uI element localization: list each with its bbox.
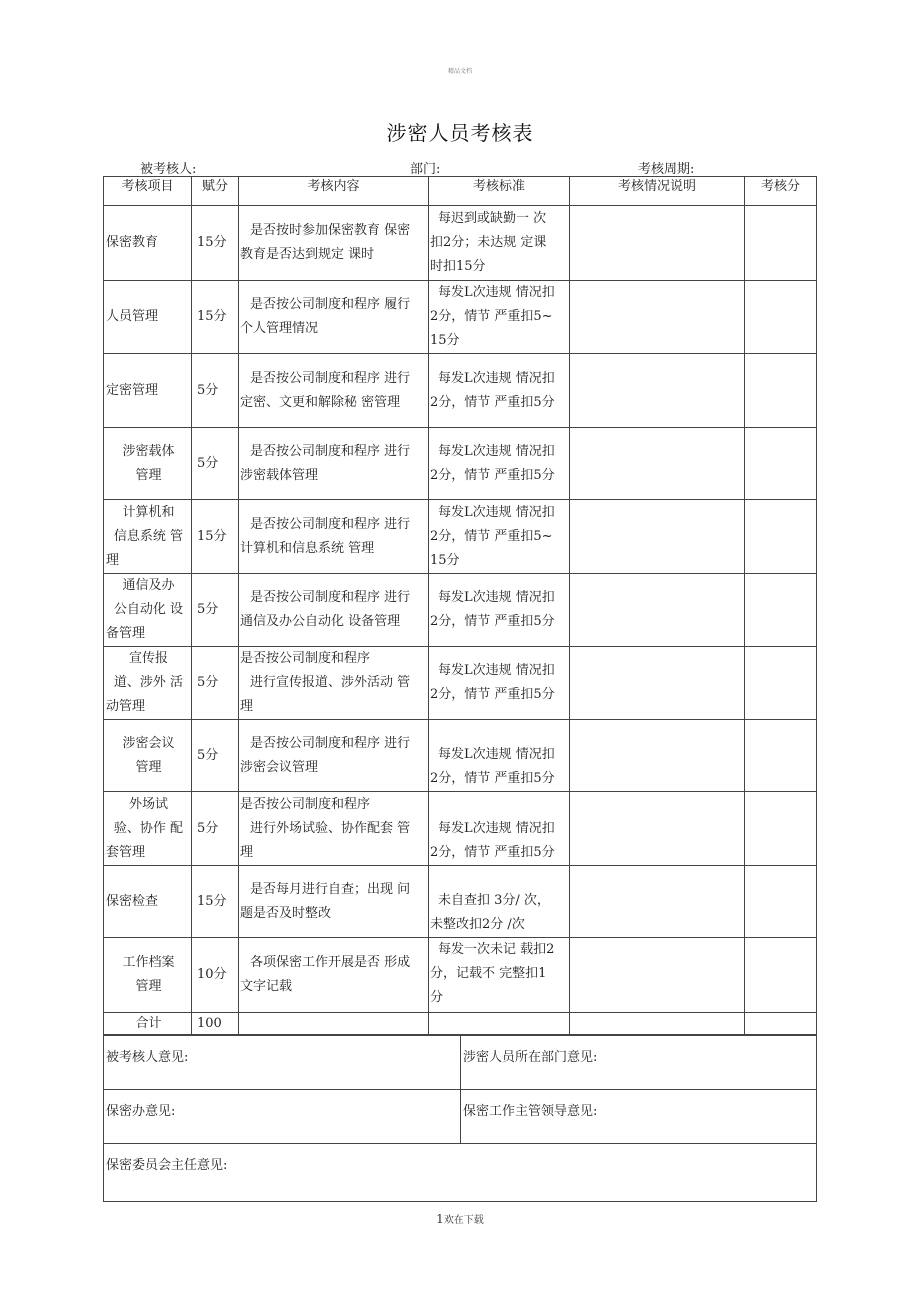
table-row [104,938,817,1013]
score-cell: 5分 [192,354,239,428]
result-score-input-cell[interactable] [745,281,817,354]
item-cell: 涉密会议 管理 [104,720,192,792]
score-cell: 15分 [192,206,239,281]
leader-opinion-field[interactable] [461,1090,817,1144]
office-opinion-field[interactable] [104,1090,461,1144]
opinions-row [104,1144,817,1202]
total-standard-cell [429,1013,570,1035]
content-cell: 是否按公司制度和程序 进行宣传报道、涉外活动 管 理 [239,647,429,720]
description-input-cell[interactable] [570,281,745,354]
table-row [104,500,817,574]
score-cell: 5分 [192,574,239,647]
committee-opinion-label: 保密委员会主任意见: [106,1158,228,1173]
result-score-input-cell[interactable] [745,574,817,647]
content-cell: 各项保密工作开展是否 形成 文字记载 [239,938,429,1013]
score-cell: 15分 [192,866,239,938]
item-cell: 工作档案 管理 [104,938,192,1013]
total-description-cell[interactable] [570,1013,745,1035]
content-cell: 是否按公司制度和程序 进行 通信及办公自动化 设备管理 [239,574,429,647]
content-cell: 是否按公司制度和程序 进行 定密、文更和解除秘 密管理 [239,354,429,428]
result-score-input-cell[interactable] [745,354,817,428]
item-cell: 人员管理 [104,281,192,354]
leader-opinion-label: 保密工作主管领导意见: [463,1104,598,1119]
committee-opinion-field[interactable] [104,1144,817,1202]
result-score-input-cell[interactable] [745,500,817,574]
score-cell: 15分 [192,500,239,574]
description-input-cell[interactable] [570,866,745,938]
score-cell: 5分 [192,720,239,792]
office-opinion-label: 保密办意见: [106,1104,176,1119]
table-header-row [104,177,817,206]
standard-cell: 每迟到或缺勤一 次 扣2分；未达规 定课 时扣15分 [429,206,570,281]
department-label: 部门: [410,162,441,177]
table-row [104,428,817,500]
standard-cell: 每发L次违规 情况扣 2分，情节 严重扣5分 [429,792,570,866]
opinions-row [104,1036,817,1090]
description-input-cell[interactable] [570,938,745,1013]
content-cell: 是否按公司制度和程序 进行外场试验、协作配套 管 理 [239,792,429,866]
result-score-input-cell[interactable] [745,792,817,866]
score-cell: 15分 [192,281,239,354]
watermark-text: 精品文档 [447,68,472,75]
table-row [104,206,817,281]
examinee-opinion-field[interactable] [104,1036,461,1090]
item-cell: 外场试 验、协作 配 套管理 [104,792,192,866]
standard-cell: 每发L次违规 情况扣 2分，情节 严重扣5分 [429,428,570,500]
assessment-form [103,176,816,1202]
content-cell: 是否每月进行自查；出现 问 题是否及时整改 [239,866,429,938]
item-cell: 保密检查 [104,866,192,938]
description-input-cell[interactable] [570,354,745,428]
description-input-cell[interactable] [570,792,745,866]
page-title: 涉密人员考核表 [386,121,534,145]
result-score-input-cell[interactable] [745,938,817,1013]
examinee-opinion-label: 被考核人意见: [106,1050,189,1065]
table-row [104,281,817,354]
description-input-cell[interactable] [570,206,745,281]
description-input-cell[interactable] [570,500,745,574]
result-score-input-cell[interactable] [745,647,817,720]
footer-text: 欢在下载 [443,1215,484,1226]
result-score-input-cell[interactable] [745,866,817,938]
score-cell: 5分 [192,428,239,500]
result-score-input-cell[interactable] [745,206,817,281]
score-cell: 5分 [192,792,239,866]
content-cell: 是否按公司制度和程序 进行 计算机和信息系统 管理 [239,500,429,574]
standard-cell: 每发L次违规 情况扣 2分，情节 严重扣5分 [429,647,570,720]
table-row [104,574,817,647]
item-cell: 定密管理 [104,354,192,428]
page-number: 1 [436,1212,444,1226]
content-cell: 是否按公司制度和程序 进行 涉密载体管理 [239,428,429,500]
header-standard: 考核标准 [429,177,570,206]
opinions-row [104,1090,817,1144]
dept-opinion-field[interactable] [461,1036,817,1090]
header-item: 考核项目 [104,177,192,206]
standard-cell: 每发L次违规 情况扣 2分，情节 严重扣5分 [429,720,570,792]
standard-cell: 每发L次违规 情况扣 2分，情节 严重扣5分 [429,574,570,647]
content-cell: 是否按公司制度和程序 进行 涉密会议管理 [239,720,429,792]
item-cell: 保密教育 [104,206,192,281]
result-score-input-cell[interactable] [745,428,817,500]
item-cell: 通信及办 公自动化 设 备管理 [104,574,192,647]
content-cell: 是否按公司制度和程序 履行 个人管理情况 [239,281,429,354]
item-cell: 宣传报 道、涉外 活 动管理 [104,647,192,720]
assessment-table [103,176,817,1035]
header-description: 考核情况说明 [570,177,745,206]
examinee-label: 被考核人: [140,162,197,177]
total-row [104,1013,817,1035]
score-cell: 10分 [192,938,239,1013]
description-input-cell[interactable] [570,574,745,647]
item-cell: 计算机和 信息系统 管 理 [104,500,192,574]
description-input-cell[interactable] [570,428,745,500]
score-cell: 5分 [192,647,239,720]
item-cell: 涉密载体 管理 [104,428,192,500]
standard-cell: 每发一次未记 载扣2 分，记载不 完整扣1 分 [429,938,570,1013]
total-score: 100 [192,1013,239,1035]
dept-opinion-label: 涉密人员所在部门意见: [463,1050,598,1065]
description-input-cell[interactable] [570,720,745,792]
table-row [104,720,817,792]
content-cell: 是否按时参加保密教育 保密 教育是否达到规定 课时 [239,206,429,281]
standard-cell: 每发L次违规 情况扣 2分，情节 严重扣5~ 15分 [429,281,570,354]
result-score-input-cell[interactable] [745,720,817,792]
table-row [104,647,817,720]
header-score: 赋分 [192,177,239,206]
table-row [104,792,817,866]
table-row [104,354,817,428]
total-result-cell[interactable] [745,1013,817,1035]
standard-cell: 每发L次违规 情况扣 2分，情节 严重扣5分 [429,354,570,428]
standard-cell: 未自查扣 3分/ 次， 未整改扣2分 /次 [429,866,570,938]
total-label: 合计 [104,1013,192,1035]
opinions-table [103,1035,817,1202]
standard-cell: 每发L次违规 情况扣 2分，情节 严重扣5~ 15分 [429,500,570,574]
table-row [104,866,817,938]
period-label: 考核周期: [638,162,695,177]
page-footer [0,1211,920,1226]
header-content: 考核内容 [239,177,429,206]
description-input-cell[interactable] [570,647,745,720]
total-content-cell [239,1013,429,1035]
header-result-score: 考核分 [745,177,817,206]
